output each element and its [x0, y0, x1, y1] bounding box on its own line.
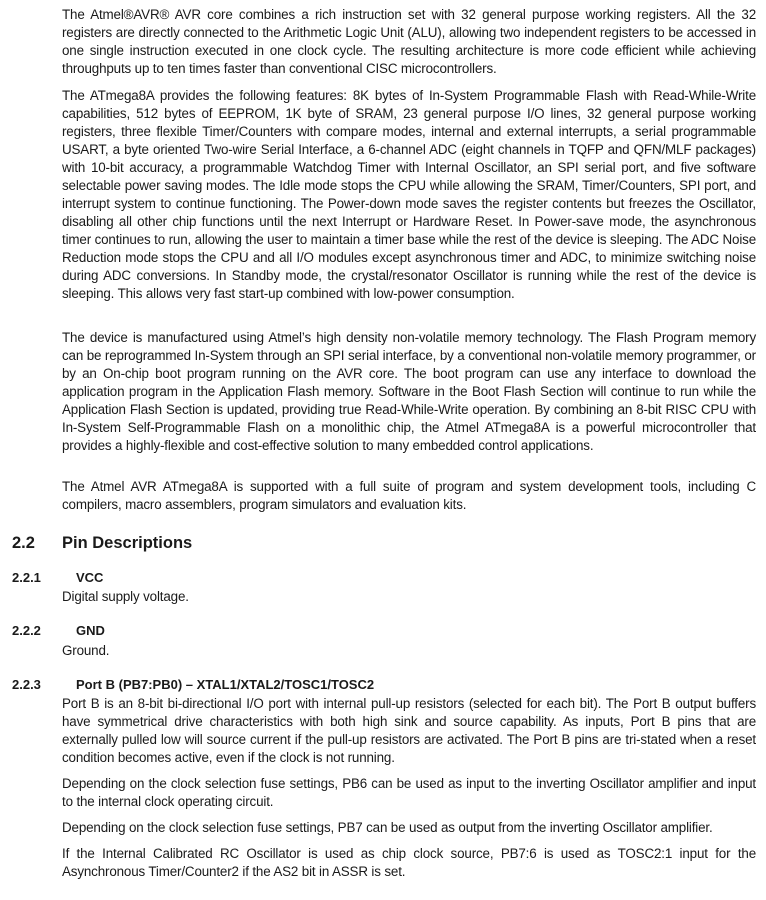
subsection-title: VCC: [76, 570, 104, 585]
subsection-heading-port-b: [12, 677, 374, 692]
subsection-title: GND: [76, 623, 105, 638]
subsection-heading-vcc: [12, 570, 103, 585]
intro-paragraph-avr-core: The Atmel®AVR® AVR core combines a rich instruction set with 32 general purpose working registers. All the 32 registers are directly connected to the Arithmetic Logic Unit (ALU), allowing two independent registers to be accessed in one single instruction executed in one clock cycle. The resulting architecture is more code efficient while achieving throughputs up to ten times faster than conventional CISC microcontrollers.: [62, 7, 756, 76]
subsection-number: 2.2.2: [12, 623, 41, 638]
vcc-description: Digital supply voltage.: [62, 589, 189, 604]
intro-paragraph-features: The ATmega8A provides the following features: 8K bytes of In-System Programmable Flash with Read-While-Write capabilities, 512 bytes of EEPROM, 1K byte of SRAM, 23 general purpose I/O lines, 32 general purpose working registers, three flexible Timer/Counters with compare modes, internal and external interrupts, a serial programmable USART, a byte oriented Two-wire Serial Interface, a 6-channel ADC (eight channels in TQFP and QFN/MLF packages) with 10-bit accuracy, a programmable Watchdog Timer with Internal Oscillator, an SPI serial port, and five software selectable power saving modes. The Idle mode stops the CPU while allowing the SRAM, Timer/Counters, SPI port, and interrupt system to continue functioning. The Power-down mode saves the register contents but freezes the Oscillator, disabling all other chip functions until the next Interrupt or Hardware Reset. In Power-save mode, the asynchronous timer continues to run, allowing the user to maintain a timer base while the rest of the device is sleeping. The ADC Noise Reduction mode stops the CPU and all I/O modules except asynchronous timer and ADC, to minimize switching noise during ADC conversions. In Standby mode, the crystal/resonator Oscillator is running while the rest of the device is sleeping. This allows very fast start-up combined with low-power consumption.: [62, 88, 756, 301]
section-title: Pin Descriptions: [62, 534, 193, 552]
intro-paragraph-memory-technology: The device is manufactured using Atmel’s high density non-volatile memory technology. The Flash Program memory can be reprogrammed In-System through an SPI serial interface, by a conventional non-volatile memory programmer, or by an On-chip boot program running on the AVR core. The boot program can use any interface to download the application program in the Application Flash memory. Software in the Boot Flash Section will continue to run while the Application Flash Section is updated, providing true Read-While-Write operation. By combining an 8-bit RISC CPU with In-System Self-Programmable Flash on a monolithic chip, the Atmel ATmega8A is a powerful microcontroller that provides a highly-flexible and cost-effective solution to many embedded control applications.: [62, 330, 756, 453]
port-b-pb7-description: Depending on the clock selection fuse settings, PB7 can be used as output from the inverting Oscillator amplifier.: [62, 820, 713, 835]
subsection-number: 2.2.3: [12, 677, 41, 692]
port-b-tosc-description: If the Internal Calibrated RC Oscillator is used as chip clock source, PB7:6 is used as TOSC2:1 input for the Asynchronous Timer/Counter2 if the AS2 bit in ASSR is set.: [62, 846, 756, 879]
subsection-number: 2.2.1: [12, 570, 41, 585]
gnd-description: Ground.: [62, 643, 110, 658]
intro-paragraph-dev-tools: The Atmel AVR ATmega8A is supported with a full suite of program and system development tools, including C compilers, macro assemblers, program simulators and evaluation kits.: [62, 479, 756, 512]
subsection-title: Port B (PB7:PB0) – XTAL1/XTAL2/TOSC1/TOSC2: [76, 677, 375, 692]
port-b-pb6-description: Depending on the clock selection fuse settings, PB6 can be used as input to the inverting Oscillator amplifier and input to the internal clock operating circuit.: [62, 776, 756, 809]
section-heading-pin-descriptions: [12, 534, 192, 553]
port-b-description: Port B is an 8-bit bi-directional I/O port with internal pull-up resistors (selected for each bit). The Port B output buffers have symmetrical drive characteristics with both high sink and source capability. As inputs, Port B pins that are externally pulled low will source current if the pull-up resistors are activated. The Port B pins are tri-stated when a reset condition becomes active, even if the clock is not running.: [62, 696, 756, 765]
subsection-heading-gnd: [12, 623, 105, 638]
section-number: 2.2: [12, 534, 35, 552]
